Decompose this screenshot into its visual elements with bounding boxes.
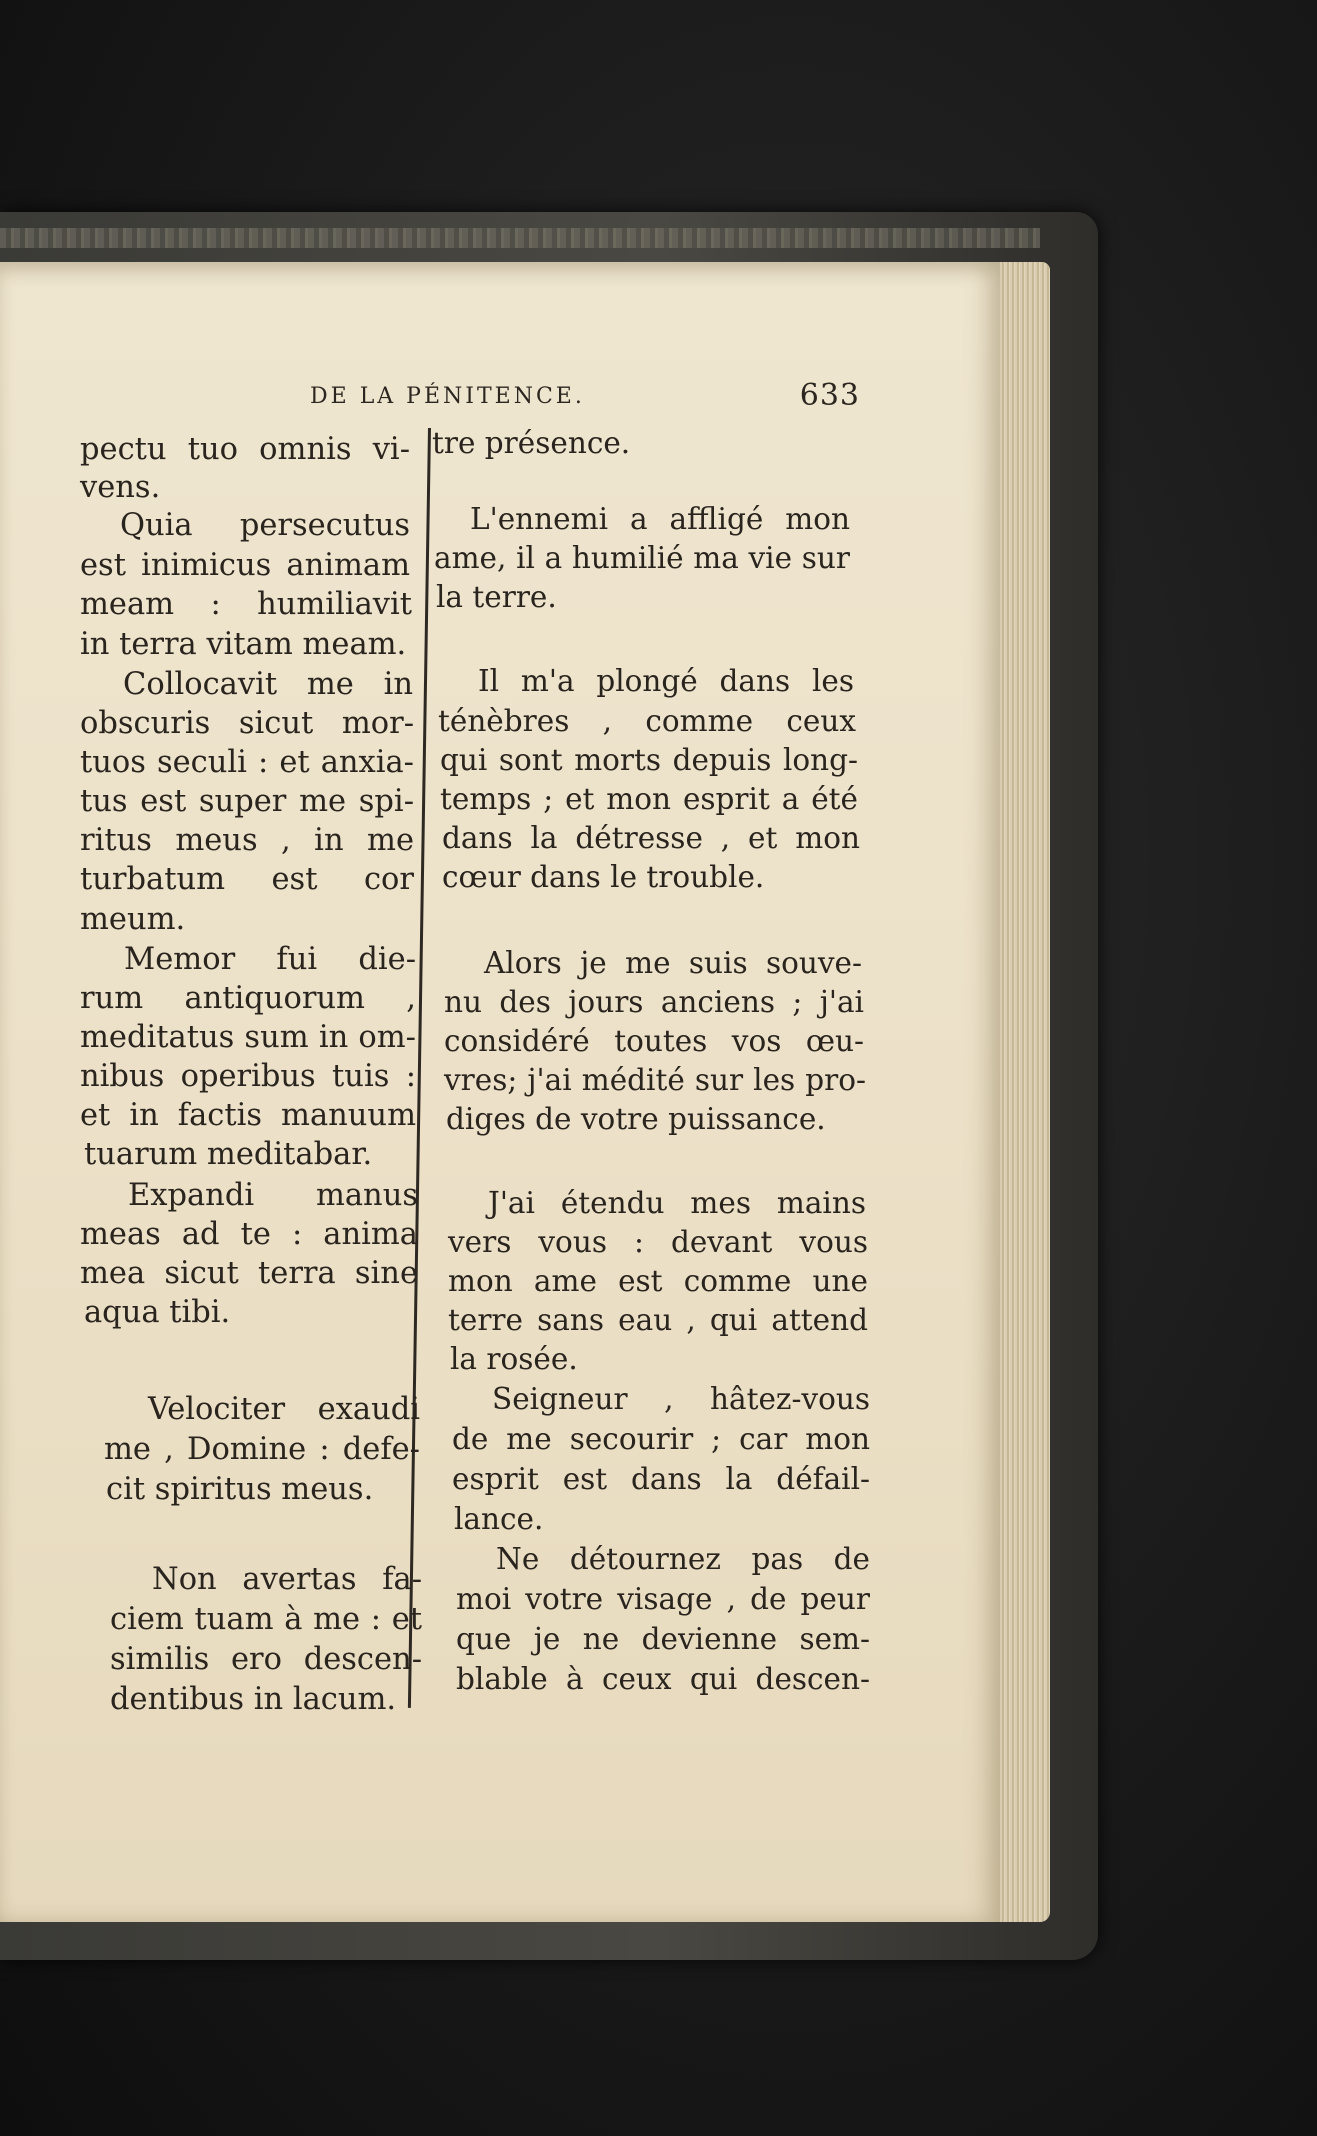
- french-line: Il m'a plongé dans les: [478, 664, 854, 698]
- running-head: DE LA PÉNITENCE.: [310, 384, 585, 409]
- latin-line: Expandi manus: [128, 1178, 418, 1213]
- french-line: qui sont morts depuis long-: [440, 743, 858, 777]
- french-line: dans la détresse , et mon: [442, 821, 860, 855]
- french-line: tre présence.: [432, 426, 631, 460]
- latin-line: similis ero descen-: [110, 1642, 422, 1677]
- french-line: moi votre visage , de peur: [456, 1582, 870, 1616]
- latin-line: meam : humiliavit: [80, 587, 412, 622]
- latin-line: me , Domine : defe-: [104, 1432, 420, 1467]
- french-line: cœur dans le trouble.: [442, 860, 765, 894]
- latin-line: obscuris sicut mor-: [80, 706, 414, 741]
- latin-line: aqua tibi.: [84, 1295, 231, 1330]
- latin-line: in terra vitam meam.: [80, 627, 407, 662]
- latin-line: tuarum meditabar.: [84, 1137, 373, 1172]
- latin-line: et in factis manuum: [80, 1098, 416, 1133]
- latin-line: rum antiquorum ,: [80, 981, 416, 1016]
- latin-line: Non avertas fa-: [152, 1562, 422, 1597]
- latin-line: nibus operibus tuis :: [80, 1059, 416, 1094]
- latin-line: ciem tuam à me : et: [110, 1602, 422, 1637]
- latin-line: est inimicus animam: [80, 548, 410, 583]
- french-line: vers vous : devant vous: [448, 1225, 868, 1259]
- french-line: considéré toutes vos œu-: [444, 1024, 864, 1058]
- french-line: L'ennemi a affligé mon: [470, 502, 850, 536]
- latin-line: Quia persecutus: [120, 508, 410, 543]
- latin-line: dentibus in lacum.: [110, 1682, 397, 1717]
- latin-line: Velociter exaudi: [148, 1392, 420, 1427]
- french-line: la rosée.: [450, 1342, 578, 1376]
- french-line: diges de votre puissance.: [446, 1102, 826, 1136]
- latin-line: pectu tuo omnis vi-: [80, 432, 410, 467]
- latin-line: vens.: [80, 470, 161, 505]
- french-line: Seigneur , hâtez-vous: [492, 1382, 870, 1416]
- latin-line: meas ad te : anima: [80, 1217, 418, 1252]
- french-line: de me secourir ; car mon: [452, 1422, 870, 1456]
- french-line: J'ai étendu mes mains: [488, 1186, 866, 1220]
- french-line: ame, il a humilié ma vie sur: [434, 541, 850, 575]
- latin-line: tus est super me spi-: [80, 784, 414, 819]
- french-line: nu des jours anciens ; j'ai: [444, 985, 864, 1019]
- french-line: la terre.: [436, 580, 557, 614]
- latin-line: meditatus sum in om-: [80, 1020, 416, 1055]
- cover-tooled-edge: [0, 228, 1040, 248]
- latin-line: meum.: [80, 902, 186, 937]
- latin-line: tuos seculi : et anxia-: [80, 745, 414, 780]
- latin-line: cit spiritus meus.: [106, 1472, 374, 1507]
- page-header: [300, 378, 860, 424]
- latin-line: mea sicut terra sine: [80, 1256, 418, 1291]
- french-line: mon ame est comme une: [448, 1264, 868, 1298]
- french-line: que je ne devienne sem-: [456, 1622, 870, 1656]
- french-line: ténèbres , comme ceux: [438, 704, 856, 738]
- french-line: terre sans eau , qui attend: [448, 1303, 868, 1337]
- french-line: blable à ceux qui descen-: [456, 1662, 870, 1696]
- french-line: lance.: [454, 1502, 544, 1536]
- latin-line: turbatum est cor: [80, 862, 414, 897]
- latin-line: Collocavit me in: [123, 667, 413, 702]
- french-line: esprit est dans la défail-: [452, 1462, 870, 1496]
- french-line: vres; j'ai médité sur les pro-: [444, 1063, 866, 1097]
- french-line: Alors je me suis souve-: [484, 946, 862, 980]
- latin-line: Memor fui die-: [124, 942, 416, 977]
- page-number: 633: [799, 378, 860, 413]
- french-line: Ne détournez pas de: [496, 1542, 870, 1576]
- latin-line: ritus meus , in me: [80, 823, 414, 858]
- french-line: temps ; et mon esprit a été: [440, 782, 858, 816]
